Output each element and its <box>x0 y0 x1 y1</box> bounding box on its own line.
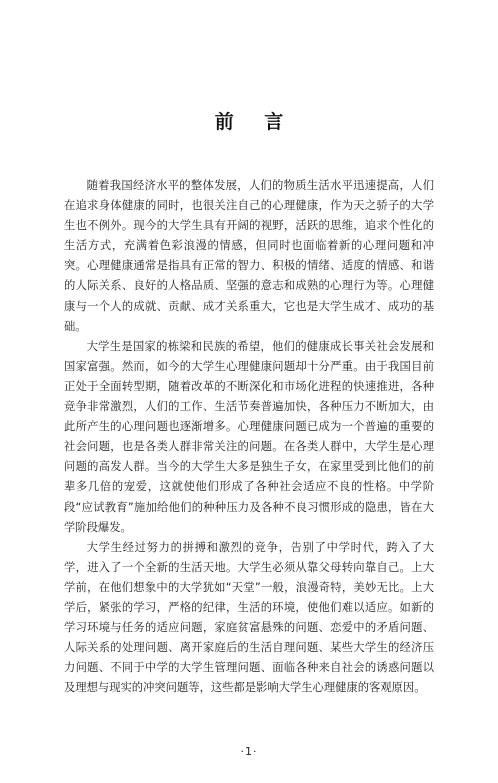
paragraph: 大学生是国家的栋梁和民族的希望，他们的健康成长事关社会发展和国家富强。然而，如今的大学生心理健康问题却十分严重。由于我国目前正处于全面转型期，随着改革的不断深化和市场化进程的快速推进，各种竞争非常激烈，人们的工作、生活节奏普遍加快，各种压力不断加大，由此所产生的心理问题也逐渐增多。心理健康问题已成为一个普遍的重要的社会问题，也是各类人群非常关注的问题。在各类人群中，大学生是心理问题的高发人群。当今的大学生大多是独生子女，在家里受到比他们的前辈多几倍的宠爱，这就使他们形成了各种社会适应不良的性格。中学阶段“应试教育”施加给他们的种种压力及各种不良习惯形成的隐患，皆在大学阶段爆发。 <box>64 339 434 534</box>
preface-body <box>64 176 434 698</box>
page-title: 前 言 <box>214 111 296 133</box>
paragraph: 随着我国经济水平的整体发展，人们的物质生活水平迅速提高，人们在追求身体健康的同时，也很关注自己的心理健康，作为天之骄子的大学生也不例外。现今的大学生具有开阔的视野，活跃的思维，追求个性化的生活方式，充满着色彩浪漫的情感，但同时也面临着新的心理问题和冲突。心理健康通常是指具有正常的智力、积极的情绪、适度的情感、和谐的人际关系、良好的人格品质、坚强的意志和成熟的心理行为等。心理健康与一个人的成就、贡献、成才关系重大，它也是大学生成才、成功的基础。 <box>64 179 434 333</box>
page-number: ·1· <box>240 745 258 758</box>
paragraph: 大学生经过努力的拼搏和激烈的竞争，告别了中学时代，跨入了大学，进入了一个全新的生活天地。大学生必须从靠父母转向靠自己。上大学前，在他们想象中的大学犹如“天堂”一般，浪漫奇特，美妙无比。上大学后，紧张的学习，严格的纪律，生活的环境，使他们难以适应。如新的学习环境与任务的适应问题，家庭贫富悬殊的问题、恋爱中的矛盾问题、人际关系的处理问题、离开家庭后的生活自理问题、某些大学生的经济压力问题、不同于中学的大学生管理问题、面临各种来自社会的诱惑问题以及理想与现实的冲突问题等，这些都是影响大学生心理健康的客观原因。 <box>64 540 434 695</box>
